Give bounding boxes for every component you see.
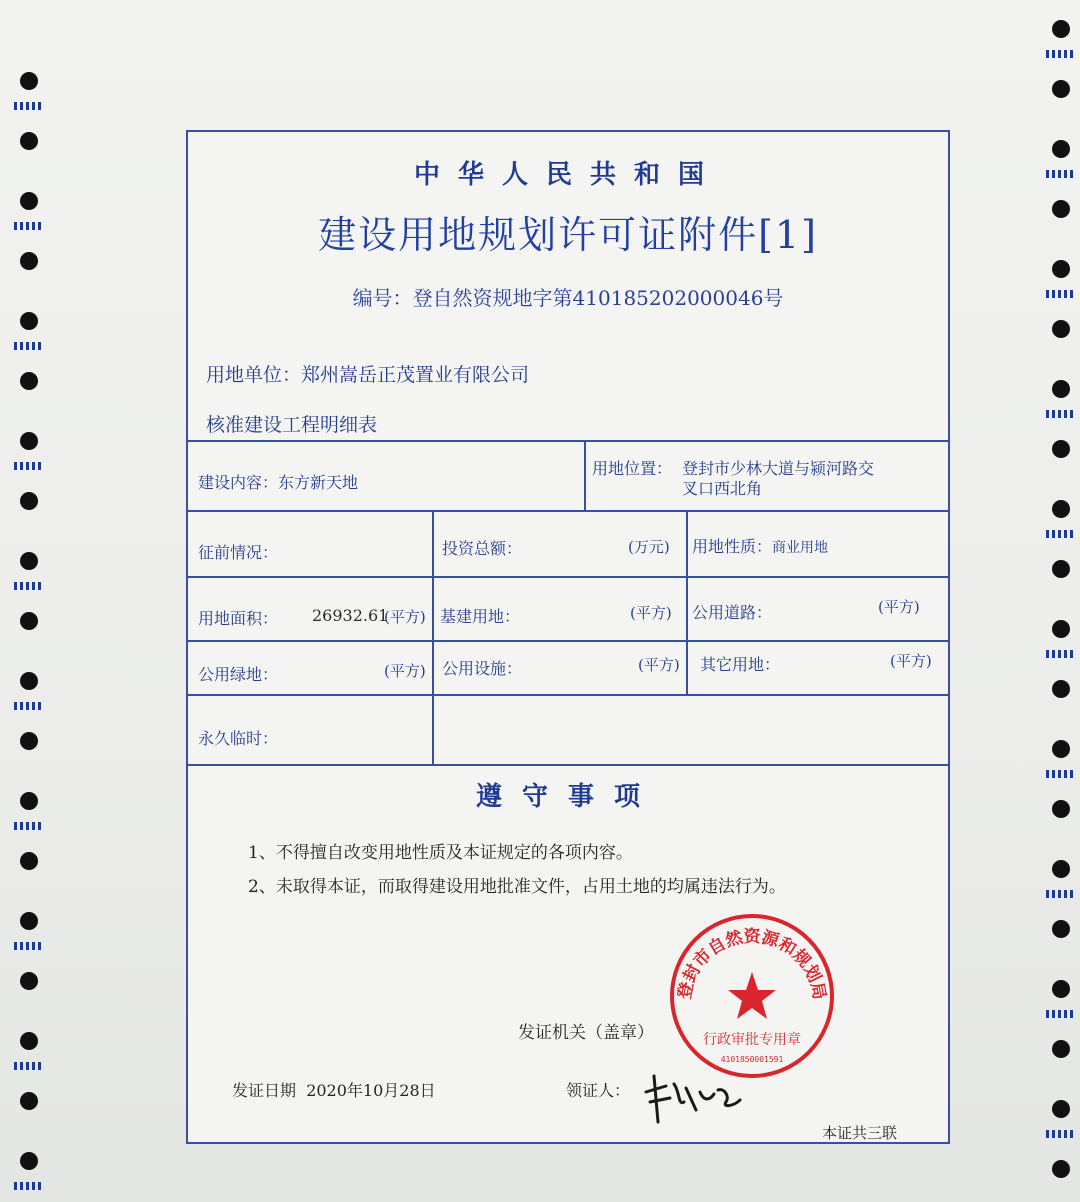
feed-hole	[1052, 800, 1070, 818]
investment-unit: (万元)	[628, 538, 670, 556]
facility-unit: (平方)	[638, 656, 680, 674]
feed-hole	[20, 372, 38, 390]
base-land-label: 基建用地：	[440, 607, 521, 626]
feed-hole	[1052, 1160, 1070, 1178]
perforation-mark	[14, 942, 44, 950]
feed-hole	[1052, 1040, 1070, 1058]
seal-outer-text: 登封市自然资源和规划局	[674, 926, 830, 1002]
perforation-mark	[1046, 1010, 1076, 1018]
country-heading: 中华人民共和国	[413, 160, 722, 190]
area-label: 用地面积：	[198, 609, 279, 628]
feed-hole	[20, 612, 38, 630]
perforation-mark	[14, 102, 44, 110]
feed-hole	[1052, 560, 1070, 578]
perforation-mark	[14, 1182, 44, 1190]
feed-hole	[20, 252, 38, 270]
feed-hole	[1052, 980, 1070, 998]
nature-label: 用地性质：	[692, 537, 773, 556]
feed-hole	[20, 492, 38, 510]
feed-hole	[1052, 20, 1070, 38]
feed-hole	[20, 72, 38, 90]
issuer-label: 发证机关（盖章）	[518, 1023, 654, 1043]
permanent-temporary-label: 永久临时：	[198, 729, 279, 748]
official-seal	[668, 912, 836, 1080]
perforation-mark	[14, 462, 44, 470]
rules-title: 遵守事项	[475, 782, 660, 812]
applicant-label: 用地单位：	[206, 364, 302, 386]
right-feed-margin	[1038, 0, 1078, 1202]
perforation-mark	[14, 582, 44, 590]
road-unit: (平方)	[878, 598, 920, 616]
number-value: 登自然资规地字第410185202000046号	[412, 286, 784, 310]
location-label: 用地位置：	[592, 459, 673, 478]
feed-hole	[20, 552, 38, 570]
feed-hole	[20, 132, 38, 150]
perforation-mark	[1046, 410, 1076, 418]
feed-hole	[1052, 500, 1070, 518]
location-line-1: 登封市少林大道与颍河路交	[682, 459, 875, 478]
rule-item-2: 2、未取得本证，而取得建设用地批准文件，占用土地的均属违法行为。	[248, 877, 786, 897]
table-rule	[188, 694, 948, 696]
content-label: 建设内容：	[198, 473, 279, 492]
feed-hole	[20, 972, 38, 990]
feed-hole	[20, 792, 38, 810]
location-line-2: 叉口西北角	[682, 479, 763, 498]
feed-hole	[1052, 620, 1070, 638]
number-label: 编号：	[352, 286, 413, 310]
road-label: 公用道路：	[692, 603, 773, 622]
feed-hole	[1052, 440, 1070, 458]
perforation-mark	[14, 702, 44, 710]
seal-star-icon	[728, 972, 776, 1019]
feed-hole	[1052, 260, 1070, 278]
other-land-unit: (平方)	[890, 652, 932, 670]
feed-hole	[20, 432, 38, 450]
content-cell	[198, 470, 358, 493]
feed-hole	[1052, 320, 1070, 338]
perforation-mark	[1046, 170, 1076, 178]
table-subtitle: 核准建设工程明细表	[206, 414, 378, 436]
feed-hole	[20, 672, 38, 690]
certificate-number	[188, 282, 948, 311]
feed-hole	[20, 1152, 38, 1170]
left-feed-margin	[6, 0, 46, 1202]
perforation-mark	[1046, 770, 1076, 778]
table-divider	[686, 510, 688, 694]
feed-hole	[20, 1092, 38, 1110]
area-value: 26932.61	[312, 606, 389, 625]
seal-inner-text: 行政审批专用章	[703, 1032, 801, 1048]
base-land-unit: (平方)	[630, 604, 672, 622]
table-divider	[432, 510, 434, 764]
feed-hole	[1052, 1100, 1070, 1118]
facility-label: 公用设施：	[442, 659, 523, 678]
perforation-mark	[14, 342, 44, 350]
nature-value: 商业用地	[772, 540, 829, 556]
feed-hole	[1052, 80, 1070, 98]
table-rule	[188, 640, 948, 642]
feed-hole	[1052, 200, 1070, 218]
certificate-form	[186, 130, 950, 1144]
nature-cell	[692, 534, 828, 557]
applicant-line	[206, 360, 529, 387]
feed-hole	[1052, 740, 1070, 758]
perforation-mark	[14, 1062, 44, 1070]
feed-hole	[20, 1032, 38, 1050]
perforation-mark	[14, 222, 44, 230]
copies-note: 本证共三联	[822, 1124, 898, 1142]
table-rule	[188, 576, 948, 578]
feed-hole	[20, 912, 38, 930]
issue-date	[232, 1078, 436, 1101]
receiver-signature	[640, 1062, 760, 1132]
table-rule	[188, 510, 948, 512]
pre-condition-label: 征前情况：	[198, 543, 279, 562]
feed-hole	[1052, 140, 1070, 158]
feed-hole	[1052, 380, 1070, 398]
feed-hole	[20, 312, 38, 330]
table-divider	[584, 440, 586, 510]
issue-date-value: 2020年10月28日	[306, 1081, 436, 1100]
green-unit: (平方)	[384, 662, 426, 680]
certificate-title: 建设用地规划许可证附件[1]	[318, 213, 818, 257]
feed-hole	[1052, 860, 1070, 878]
perforation-mark	[1046, 530, 1076, 538]
feed-hole	[20, 852, 38, 870]
feed-hole	[20, 192, 38, 210]
issue-date-label: 发证日期	[232, 1081, 297, 1100]
perforation-mark	[1046, 890, 1076, 898]
perforation-mark	[1046, 650, 1076, 658]
content-value: 东方新天地	[278, 473, 359, 492]
area-unit: (平方)	[384, 608, 426, 626]
investment-label: 投资总额：	[442, 539, 523, 558]
green-label: 公用绿地：	[198, 665, 279, 684]
applicant-value: 郑州嵩岳正茂置业有限公司	[301, 364, 530, 386]
perforation-mark	[14, 822, 44, 830]
perforation-mark	[1046, 290, 1076, 298]
rule-item-1: 1、不得擅自改变用地性质及本证规定的各项内容。	[248, 843, 633, 863]
feed-hole	[1052, 680, 1070, 698]
seal-code: 4101850001591	[720, 1055, 784, 1064]
other-land-label: 其它用地：	[700, 655, 781, 674]
table-rule	[188, 440, 948, 442]
receiver-label: 领证人：	[566, 1081, 631, 1100]
feed-hole	[1052, 920, 1070, 938]
perforation-mark	[1046, 50, 1076, 58]
feed-hole	[20, 732, 38, 750]
table-rule	[188, 764, 948, 766]
perforation-mark	[1046, 1130, 1076, 1138]
